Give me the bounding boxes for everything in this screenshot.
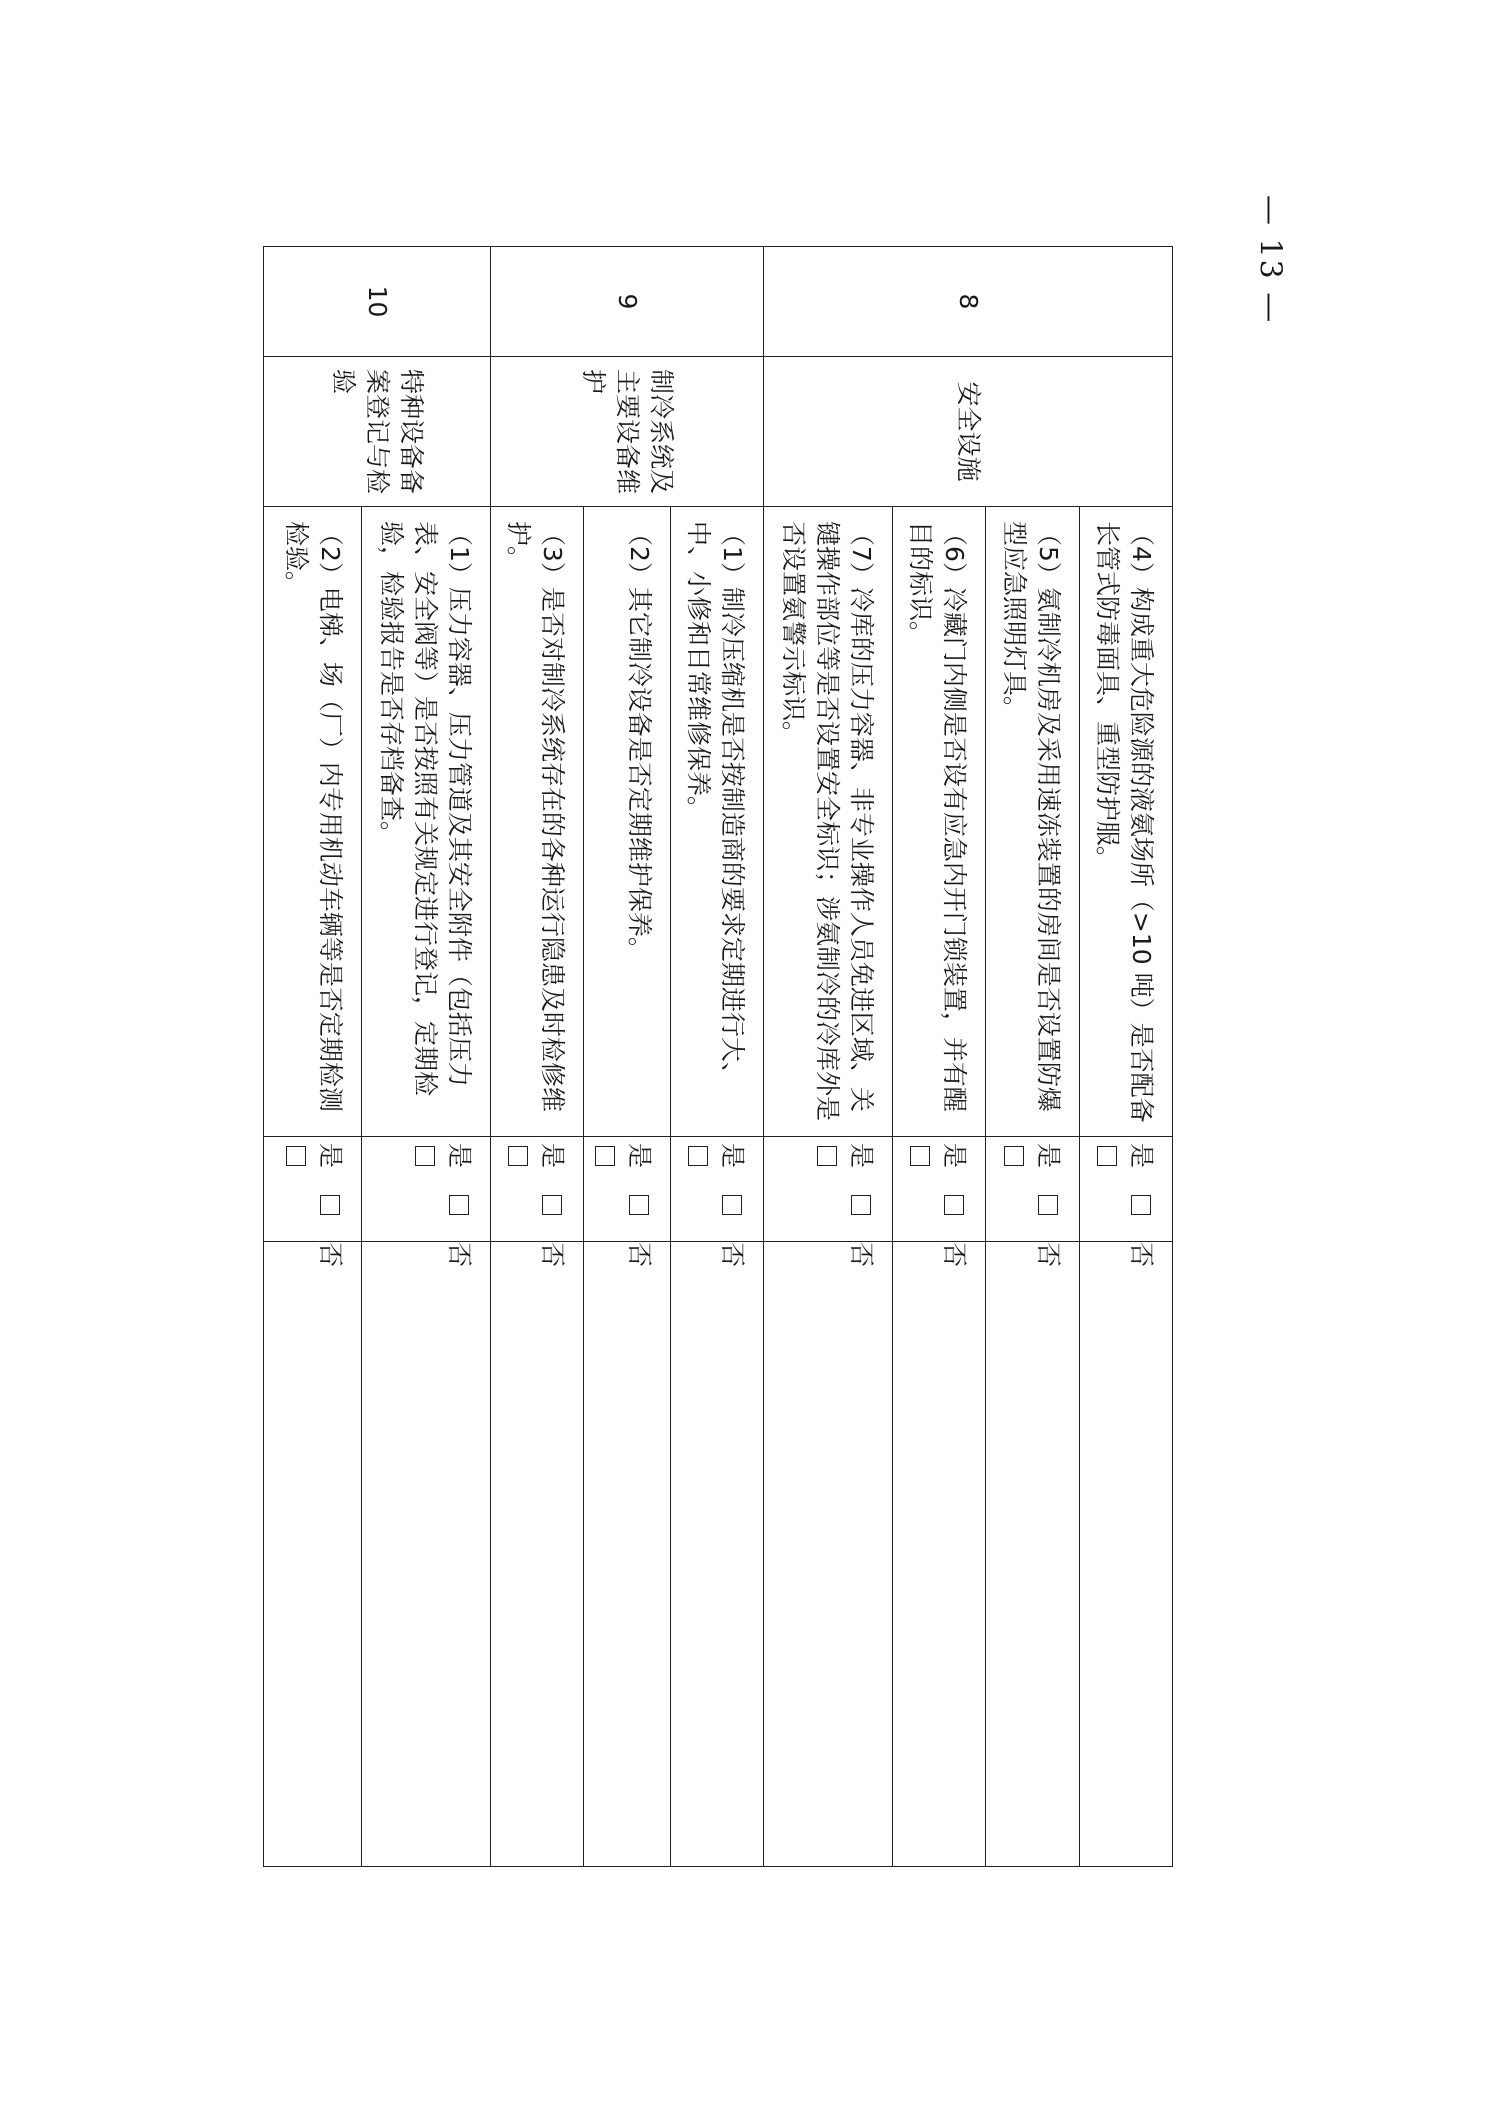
check-item: （7）冷库的压力容器、非专业操作人员免进区域、关键操作部位等是否设置安全标识；涉氨制冷的冷库外是否设置氨警示标识。	[764, 507, 893, 1137]
yes-no-options	[764, 1137, 893, 1268]
remarks-cell[interactable]	[670, 1242, 763, 1867]
checkbox-no[interactable]	[1131, 1195, 1151, 1215]
page-number-text: — 13 —	[1252, 195, 1288, 325]
checkbox-no[interactable]	[722, 1195, 742, 1215]
rotated-table-container	[263, 246, 1173, 1866]
checkbox-no[interactable]	[320, 1195, 340, 1215]
yes-label: 是	[718, 1143, 748, 1169]
yes-label: 是	[624, 1143, 654, 1169]
checkbox-yes[interactable]	[508, 1146, 528, 1166]
yes-label: 是	[1033, 1143, 1063, 1169]
checkbox-no[interactable]	[1038, 1195, 1058, 1215]
checkbox-no[interactable]	[944, 1195, 964, 1215]
no-label: 否	[315, 1242, 345, 1268]
checkbox-yes[interactable]	[415, 1146, 435, 1166]
page-number	[1250, 195, 1290, 325]
check-item: （5）氨制冷机房及采用速冻装置的房间是否设置防爆型应急照明灯具。	[986, 507, 1079, 1137]
check-item: （4）构成重大危险源的液氨场所（>10 吨）是否配备长管式防毒面具、重型防护服。	[1079, 507, 1172, 1137]
yes-label: 是	[315, 1143, 345, 1169]
section-category: 安全设施	[764, 357, 1173, 507]
check-item: （2）其它制冷设备是否定期维护保养。	[583, 507, 670, 1137]
check-item: （6）冷藏门内侧是否设有应急内开门锁装置，并有醒目的标识。	[893, 507, 986, 1137]
checkbox-yes[interactable]	[1004, 1146, 1024, 1166]
remarks-cell[interactable]	[264, 1242, 362, 1867]
checkbox-yes[interactable]	[817, 1146, 837, 1166]
yes-no-options	[1079, 1137, 1172, 1268]
checkbox-yes[interactable]	[688, 1146, 708, 1166]
yes-label: 是	[1127, 1143, 1156, 1169]
no-label: 否	[537, 1242, 567, 1268]
checkbox-yes[interactable]	[286, 1146, 306, 1166]
yes-label: 是	[940, 1143, 970, 1169]
yes-label: 是	[847, 1143, 877, 1169]
yes-no-options	[490, 1137, 583, 1268]
section-category: 特种设备备案登记与检验	[264, 357, 491, 507]
yes-no-options	[986, 1137, 1079, 1268]
no-label: 否	[444, 1242, 474, 1268]
section-category: 制冷系统及主要设备维护	[490, 357, 764, 507]
yes-no-options	[893, 1137, 986, 1268]
check-item: （1）制冷压缩机是否按制造商的要求定期进行大、中、小修和日常维修保养。	[670, 507, 763, 1137]
section-number: 9	[490, 247, 764, 357]
no-label: 否	[940, 1242, 970, 1268]
yes-no-options	[670, 1137, 763, 1268]
checkbox-yes[interactable]	[1097, 1146, 1117, 1166]
checkbox-yes[interactable]	[595, 1146, 615, 1166]
remarks-cell[interactable]	[893, 1242, 986, 1867]
no-label: 否	[718, 1242, 748, 1268]
table-row	[670, 247, 763, 1867]
remarks-cell[interactable]	[583, 1242, 670, 1867]
table-row	[361, 247, 490, 1867]
yes-label: 是	[537, 1143, 567, 1169]
remarks-cell[interactable]	[490, 1242, 583, 1867]
inspection-table	[263, 246, 1173, 1867]
yes-no-options	[583, 1137, 670, 1268]
remarks-cell[interactable]	[986, 1242, 1079, 1867]
section-number: 10	[264, 247, 491, 357]
checkbox-no[interactable]	[851, 1195, 871, 1215]
no-label: 否	[1127, 1242, 1156, 1268]
no-label: 否	[624, 1242, 654, 1268]
yes-no-options	[264, 1137, 362, 1268]
check-item: （2）电梯、场（厂）内专用机动车辆等是否定期检测检验。	[264, 507, 362, 1137]
check-item: （1）压力容器、压力管道及其安全附件（包括压力表、安全阀等）是否按照有关规定进行登记，定期检验，检验报告是否存档备查。	[361, 507, 490, 1137]
no-label: 否	[847, 1242, 877, 1268]
checkbox-no[interactable]	[629, 1195, 649, 1215]
yes-label: 是	[444, 1143, 474, 1169]
section-number: 8	[764, 247, 1173, 357]
checkbox-no[interactable]	[542, 1195, 562, 1215]
table-row	[1079, 247, 1172, 1867]
check-item: （3）是否对制冷系统存在的各种运行隐患及时检修维护。	[490, 507, 583, 1137]
checkbox-no[interactable]	[449, 1195, 469, 1215]
remarks-cell[interactable]	[1079, 1242, 1172, 1867]
remarks-cell[interactable]	[361, 1242, 490, 1867]
no-label: 否	[1033, 1242, 1063, 1268]
checkbox-yes[interactable]	[910, 1146, 930, 1166]
yes-no-options	[361, 1137, 490, 1268]
remarks-cell[interactable]	[764, 1242, 893, 1867]
